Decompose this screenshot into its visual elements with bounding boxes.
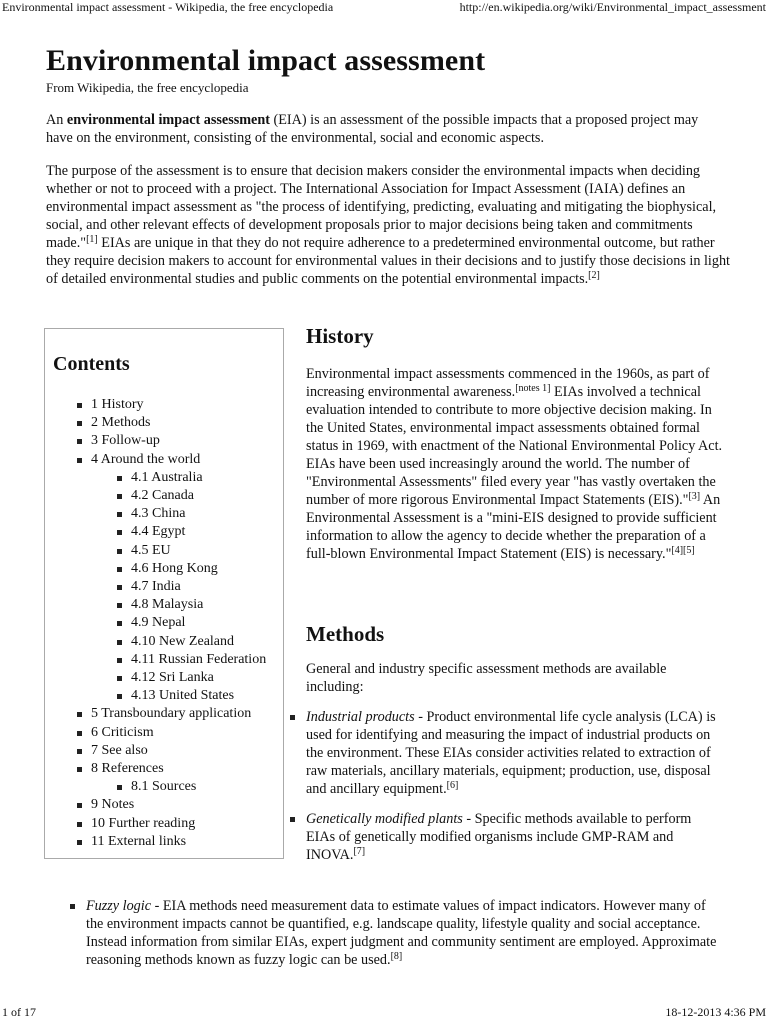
citation-link[interactable]: [8]: [390, 951, 403, 962]
table-of-contents: [44, 328, 284, 859]
citation-link[interactable]: [7]: [353, 846, 366, 857]
citation-link[interactable]: [2]: [588, 270, 600, 281]
history-heading: History: [306, 324, 374, 348]
intro-paragraph-1: An environmental impact assessment (EIA) is an assessment of the possible impacts that a proposed project may have on the environment, consisting of the environmental, social and economic aspects.: [46, 112, 699, 146]
toc-subitem[interactable]: 4.13 United States: [131, 687, 266, 705]
toc-list: [91, 396, 266, 851]
methods-section: [306, 622, 724, 864]
method-item-industrial: Industrial products - Product environmental life cycle analysis (LCA) is used for identifying and measuring the impact of industrial products on the environment. These EIAs consider activities related to extraction of raw materials, ancillary materials, equipment; production, use, disposal and ancillary equipment.[6]: [306, 708, 724, 798]
print-timestamp: 18-12-2013 4:36 PM: [665, 1005, 766, 1019]
toc-item[interactable]: 10 Further reading: [91, 815, 266, 833]
bold-term: environmental impact assessment: [66, 112, 270, 128]
page-title-header: Environmental impact assessment - Wikipedia, the free encyclopedia: [2, 0, 334, 14]
article-title: Environmental impact assessment: [46, 44, 486, 77]
toc-item[interactable]: 4 Around the world 4.1 Australia 4.2 Canada 4.3 China 4.4 Egypt 4.5 EU 4.6 Hong Kong 4.7 India 4.8 Malaysia 4.9 Nepal 4.10 New Zealand 4.11 Russian Federation 4.12 Sri Lanka 4.13 United States: [91, 451, 266, 706]
toc-subitem[interactable]: 4.8 Malaysia: [131, 596, 266, 614]
toc-subitem[interactable]: 4.9 Nepal: [131, 614, 266, 632]
citation-link[interactable]: [notes 1]: [515, 383, 551, 394]
history-section: [306, 324, 724, 563]
page-url: http://en.wikipedia.org/wiki/Environmental_impact_assessment: [459, 0, 766, 14]
toc-subitem[interactable]: 4.5 EU: [131, 542, 266, 560]
article-subtitle: From Wikipedia, the free encyclopedia: [46, 80, 249, 95]
toc-title: Contents: [53, 353, 130, 375]
toc-subitem[interactable]: 4.4 Egypt: [131, 523, 266, 541]
page-number: 1 of 17: [2, 1005, 36, 1019]
citation-link[interactable]: [6]: [446, 780, 459, 791]
method-item-gmo: Genetically modified plants - Specific methods available to perform EIAs of genetically modified organisms include GMP-RAM and INOVA.[7]: [306, 810, 724, 864]
toc-subitem[interactable]: 8.1 Sources: [131, 778, 266, 796]
toc-item[interactable]: 5 Transboundary application: [91, 705, 266, 723]
citation-link[interactable]: [1]: [86, 234, 98, 245]
citation-link[interactable]: [4][5]: [671, 545, 695, 556]
toc-sublist: [131, 778, 266, 796]
history-paragraph: Environmental impact assessments commenced in the 1960s, as part of increasing environmental awareness.[notes 1] EIAs involved a technical evaluation intended to contribute to more objective decision making. In the United States, environmental impact assessments obtained formal status in 1969, with enactment of the National Environmental Policy Act. EIAs have been used increasingly around the world. The number of "Environmental Assessments" filed every year "has vastly overtaken the number of more rigorous Environmental Impact Statements (EIS)."[3] An Environmental Assessment is a "mini-EIS designed to provide sufficient information to allow the agency to decide whether the preparation of a full-blown Environmental Impact Statement (EIS) is necessary."[4][5]: [306, 366, 723, 562]
toc-item[interactable]: 7 See also: [91, 742, 266, 760]
toc-subitem[interactable]: 4.11 Russian Federation: [131, 651, 266, 669]
toc-item[interactable]: 3 Follow-up: [91, 432, 266, 450]
toc-subitem[interactable]: 4.3 China: [131, 505, 266, 523]
toc-item[interactable]: 2 Methods: [91, 414, 266, 432]
toc-subitem[interactable]: 4.6 Hong Kong: [131, 560, 266, 578]
toc-subitem[interactable]: 4.2 Canada: [131, 487, 266, 505]
toc-item[interactable]: 6 Criticism: [91, 724, 266, 742]
intro-paragraph-2: The purpose of the assessment is to ensure that decision makers consider the environmental impacts when deciding whether or not to proceed with a project. The International Association for Impact Assessment (IAIA) defines an environmental impact assessment as "the process of identifying, predicting, evaluating and mitigating the biophysical, social, and other relevant effects of development proposals prior to major decisions being taken and commitments made."[1] EIAs are unique in that they do not require adherence to a predetermined environmental outcome, but rather they require decision makers to account for environmental values in their decisions and to justify those decisions in light of detailed environmental studies and public comments on the potential environmental impacts.[2]: [46, 163, 730, 287]
toc-item[interactable]: 9 Notes: [91, 796, 266, 814]
toc-item[interactable]: 11 External links: [91, 833, 266, 851]
toc-subitem[interactable]: 4.10 New Zealand: [131, 633, 266, 651]
toc-subitem[interactable]: 4.12 Sri Lanka: [131, 669, 266, 687]
toc-subitem[interactable]: 4.7 India: [131, 578, 266, 596]
toc-item[interactable]: 1 History: [91, 396, 266, 414]
method-item-fuzzy: Fuzzy logic - EIA methods need measurement data to estimate values of impact indicators. However many of the environment impacts cannot be quantified, e.g. landscape quality, lifestyle quality and social acceptance. Instead information from similar EIAs, expert judgment and community sentiment are employed. Approximate reasoning methods known as fuzzy logic can be used.[8]: [86, 897, 726, 969]
print-header: [0, 0, 768, 16]
toc-item[interactable]: 8 References 8.1 Sources: [91, 760, 266, 796]
methods-heading: Methods: [306, 622, 385, 646]
methods-intro: General and industry specific assessment methods are available including:: [306, 661, 667, 695]
toc-sublist: [131, 469, 266, 706]
citation-link[interactable]: [3]: [688, 491, 701, 502]
toc-subitem[interactable]: 4.1 Australia: [131, 469, 266, 487]
